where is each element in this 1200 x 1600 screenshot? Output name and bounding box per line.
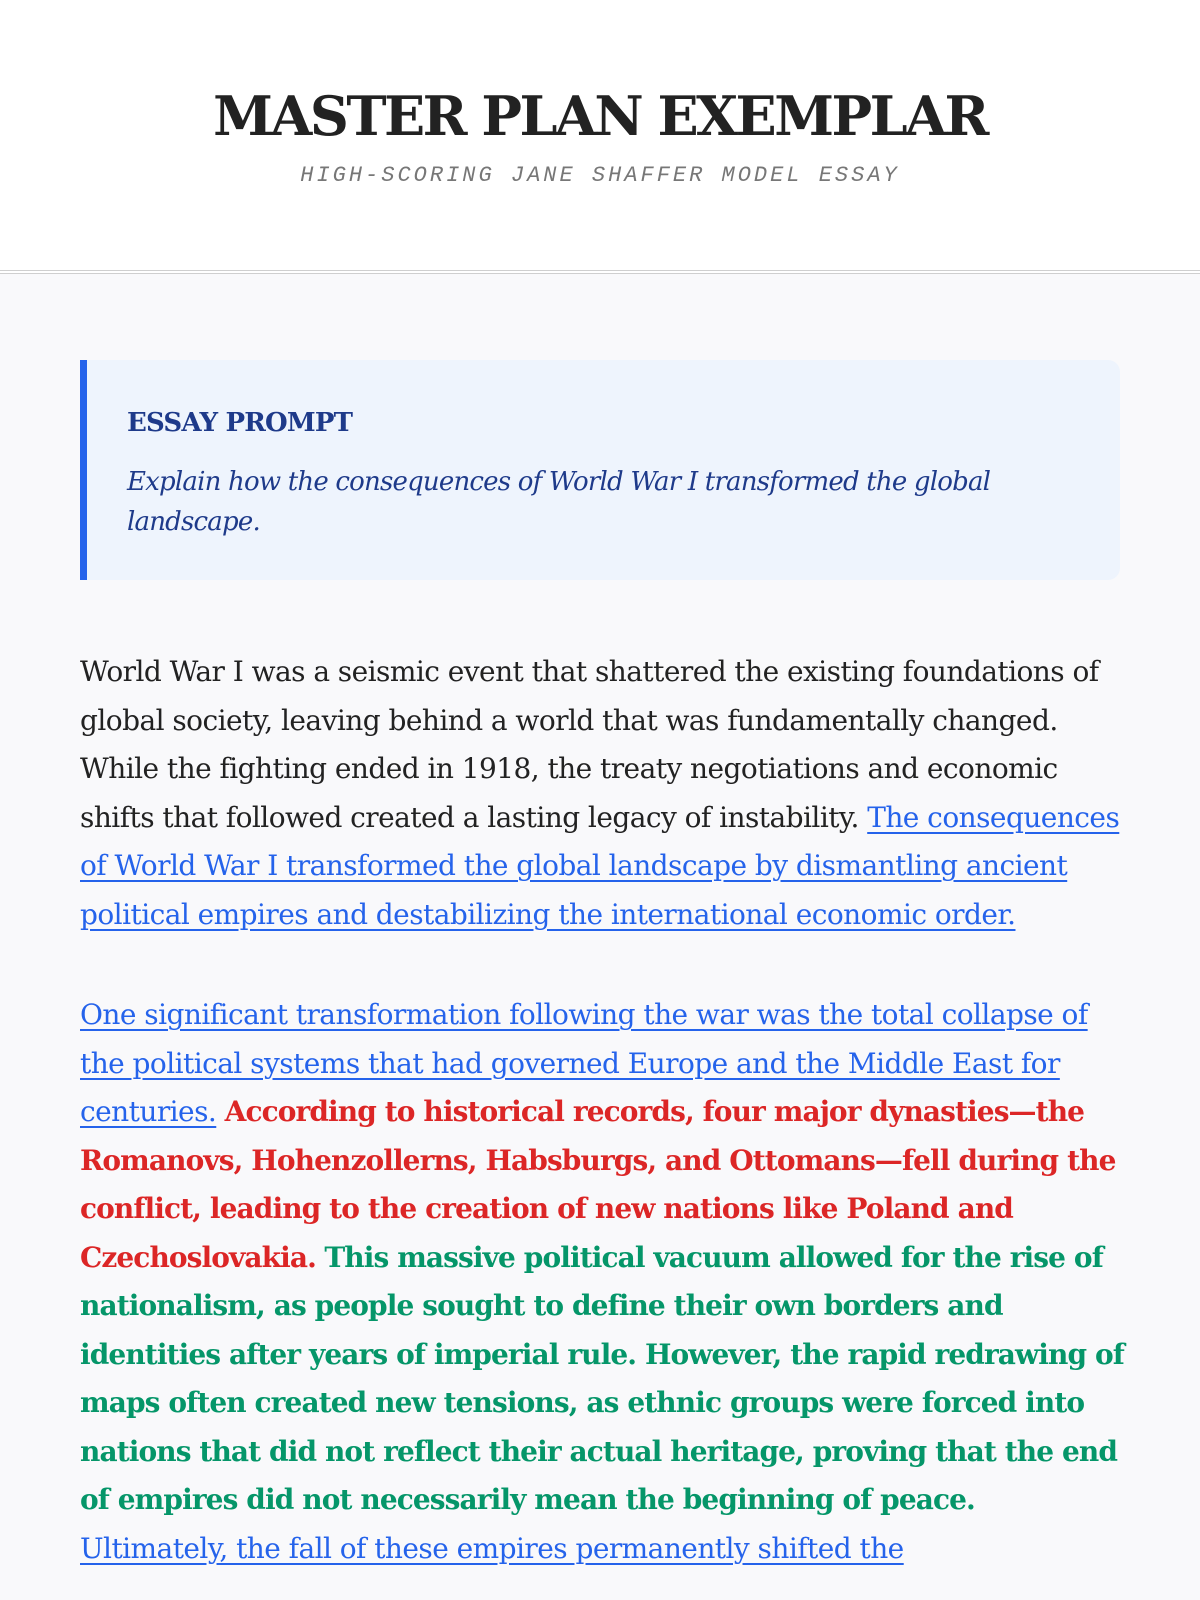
thesis-statement: The consequences of World War I transformed the global landscape by dismantling ancient political empires and destabilizing the international economic order. <box>80 800 1120 931</box>
concrete-detail: According to historical records, four major dynasties—the Romanovs, Hohenzollerns, Habsburgs, and Ottomans—fell during the conflict, leading to the creation of new nations like Poland and Czechoslovakia. <box>80 1095 1116 1274</box>
page-title: MASTER PLAN EXEMPLAR <box>213 84 987 148</box>
page-header <box>0 0 1200 274</box>
essay-body <box>80 648 1130 1600</box>
essay-prompt-text: Explain how the consequences of World War I transformed the global landscape. <box>127 467 991 537</box>
essay-prompt-box <box>80 360 1120 580</box>
page-subtitle: HIGH-SCORING JANE SHAFFER MODEL ESSAY <box>300 163 900 188</box>
introduction-text: World War I was a seismic event that shattered the existing foundations of global society, leaving behind a world that was fundamentally changed. While the fighting ended in 1918, the treaty negotiations and economic shifts that followed created a lasting legacy of instability. <box>80 655 1099 834</box>
essay-prompt-label: ESSAY PROMPT <box>127 408 353 438</box>
introduction-paragraph <box>80 648 1130 939</box>
concluding-sentence: Ultimately, the fall of these empires permanently shifted the <box>80 1531 904 1565</box>
topic-sentence: One significant transformation following the war was the total collapse of the political systems that had governed Europe and the Middle East for centuries. <box>80 998 1088 1128</box>
commentary: This massive political vacuum allowed for the rise of nationalism, as people sought to define their own borders and identities after years of imperial rule. However, the rapid redrawing of maps often created new tensions, as ethnic groups were forced into nations that did not reflect their actual heritage, proving that the end of empires did not necessarily mean the beginning of peace. <box>80 1240 1124 1516</box>
body-paragraph-1 <box>80 991 1130 1573</box>
